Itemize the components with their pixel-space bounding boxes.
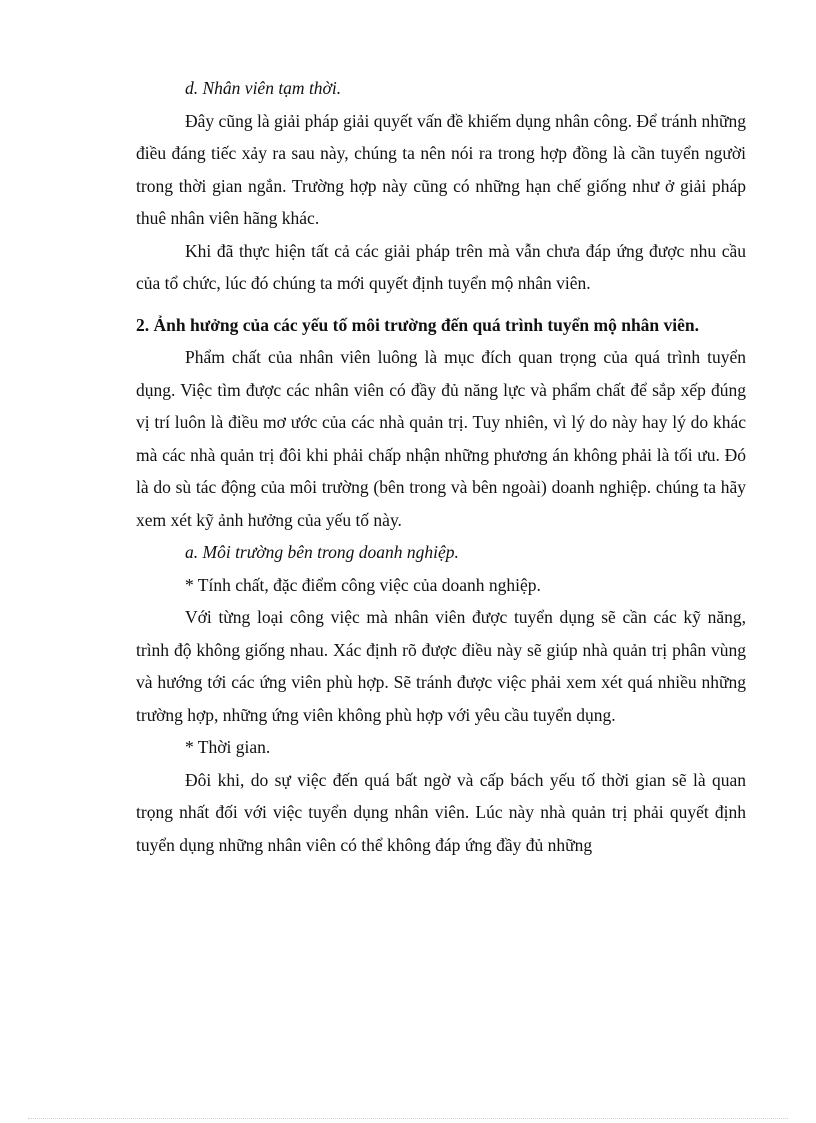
paragraph-staff-quality: Phẩm chất của nhân viên luông là mục đích quan trọng của quá trình tuyển dụng. Việc tìm được các nhân viên có đầy đủ năng lực và phẩm chất để sắp xếp đúng vị trí luôn là điều mơ ước của các nhà quản trị. Tuy nhiên, vì lý do này hay lý do khác mà các nhà quản trị đôi khi phải chấp nhận những phương án không phải là tối ưu. Đó là do sù tác động của môi trường (bên trong và bên ngoài) doanh nghiệp. chúng ta hãy xem xét kỹ ảnh hưởng của yếu tố này. bbox=[136, 347, 746, 530]
paragraph-time-urgency: Đôi khi, do sự việc đến quá bất ngờ và cấp bách yếu tố thời gian sẽ là quan trọng nhất đối với việc tuyển dụng nhân viên. Lúc này nhà quản trị phải quyết định tuyển dụng những nhân viên có thể không đáp ứng đầy đủ những bbox=[136, 769, 746, 855]
bullet-time: * Thời gian. bbox=[185, 737, 271, 757]
page-bottom-divider bbox=[28, 1118, 788, 1119]
subsection-heading-temporary-staff: d. Nhân viên tạm thời. bbox=[185, 78, 342, 98]
bullet-job-nature: * Tính chất, đặc điểm công việc của doanh nghiệp. bbox=[185, 574, 541, 595]
paragraph-decision-recruit: Khi đã thực hiện tất cả các giải pháp trên mà vẫn chưa đáp ứng được nhu cầu của tổ chức, lúc đó chúng ta mới quyết định tuyển mộ nhân viên. bbox=[136, 240, 746, 293]
section-heading-environment: 2. Ảnh hưởng của các yếu tố môi trường đến quá trình tuyển mộ nhân viên. bbox=[136, 314, 700, 335]
subsection-heading-internal-environment: a. Môi trường bên trong doanh nghiệp. bbox=[185, 542, 459, 562]
document-body bbox=[136, 72, 746, 861]
paragraph-temporary-staff: Đây cũng là giải pháp giải quyết vấn đề khiếm dụng nhân công. Để tránh những điều đáng tiếc xảy ra sau này, chúng ta nên nói ra trong hợp đồng là cần tuyển người trong thời gian ngắn. Trường hợp này cũng có những hạn chế giống như ở giải pháp thuê nhân viên hãng khác. bbox=[136, 110, 746, 228]
paragraph-job-skills: Với từng loại công việc mà nhân viên được tuyển dụng sẽ cần các kỹ năng, trình độ không giống nhau. Xác định rõ được điều này sẽ giúp nhà quản trị phân vùng và hướng tới các ứng viên phù hợp. Sẽ tránh được việc phải xem xét quá nhiều những trường hợp, những ứng viên không phù hợp với yêu cầu tuyển dụng. bbox=[136, 607, 746, 725]
